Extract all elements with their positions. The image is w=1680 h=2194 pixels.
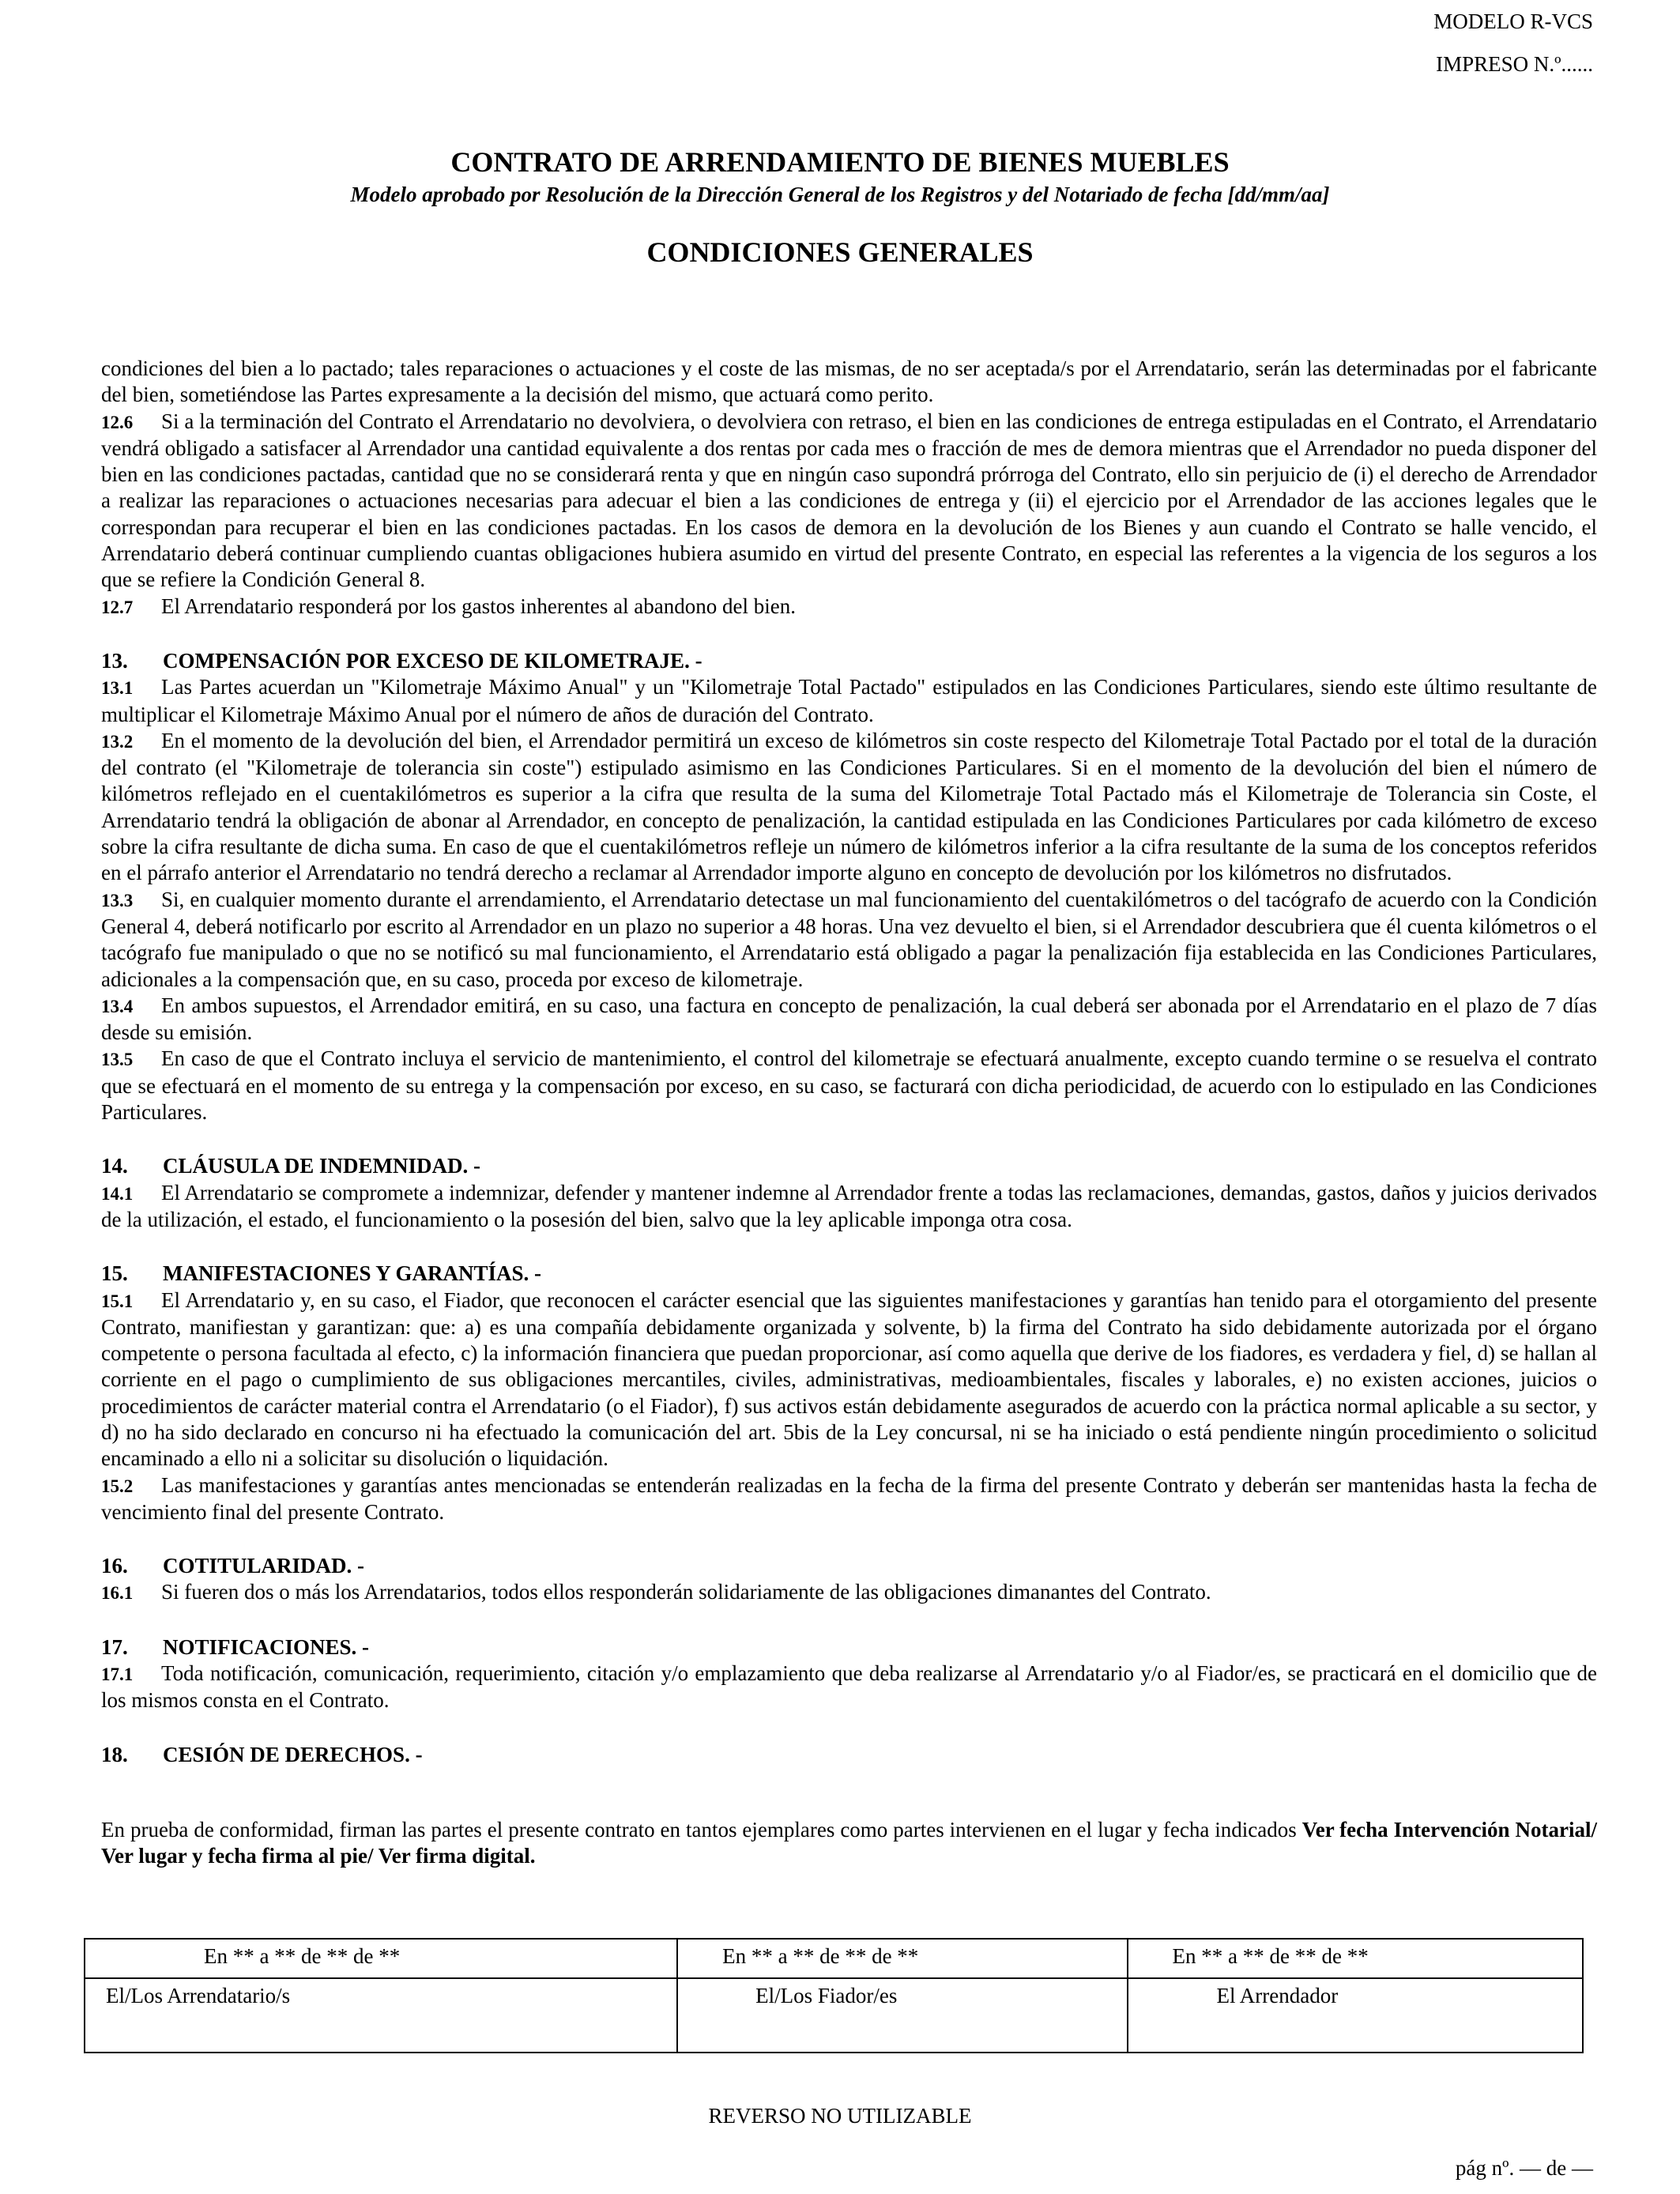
clause-13-2 (101, 728, 1597, 887)
clause-number: 16.1 (101, 1583, 134, 1604)
section-title: CONDICIONES GENERALES (646, 236, 1034, 268)
signature-cell (85, 1978, 677, 2053)
section-heading-text: NOTIFICACIONES. - (163, 1634, 370, 1659)
section-17-heading (101, 1634, 1597, 1661)
signature-date-row (85, 1939, 1583, 1978)
clause-text: El Arrendatario y, en su caso, el Fiador, que reconocen el carácter esencial que las siguientes manifestaciones y garantías han tenido para el otorgamiento del presente Contrato, manifiestan y garantizan: que: a) es una compañía debidamente organizada y solvente, b) la firma del Contrato ha sido debidamente autorizada por el órgano competente o persona facultada al efecto, c) la información financiera que puedan proporcionar, así como aquella que derive de los fiadores, es verdadera y fiel, d) se hallan al corriente en el pago o cumplimiento de sus obligaciones mercantiles, civiles, administrativas, medioambientales, fiscales y laborales, e) no existen acciones, juicios o procedimientos de carácter material contra el Arrendatario (o el Fiador), f) sus activos están debidamente asegurados de acuerdo con la práctica normal aplicable a su sector, y d) no ha sido declarado en concurso ni ha efectuado la comunicación del art. 5bis de la Ley concursal, ni se ha iniciado o está pendiente ningún procedimiento o solicitud encaminado a ello ni a solicitar su disolución o liquidación. (101, 1287, 1597, 1471)
clause-text: El Arrendatario responderá por los gastos inherentes al abandono del bien. (161, 594, 796, 618)
clause-text: En caso de que el Contrato incluya el servicio de mantenimiento, el control del kilometraje se efectuará anualmente, excepto cuando termine o se resuelva el contrato que se efectuará en el momento de su entrega y la compensación por exceso, en su caso, se facturará con dicha periodicidad, de acuerdo con lo estipulado en las Condiciones Particulares. (101, 1046, 1597, 1125)
place-date-field: En ** a ** de ** de ** (1172, 1944, 1369, 1968)
paragraph-intro: condiciones del bien a lo pactado; tales reparaciones o actuaciones y el coste de las mismas, de no ser aceptada/s por el Arrendatario, serán las determinadas por el fabricante del bien, sometiéndose las Partes expresamente a la decisión del mismo, que actuará como perito. (101, 356, 1597, 407)
clause-number: 13.3 (101, 890, 134, 910)
clause-number: 13.2 (101, 731, 134, 752)
contract-body (101, 356, 1597, 1870)
clause-number: 15.2 (101, 1476, 134, 1496)
closing-text: En prueba de conformidad, firman las partes el presente contrato en tantos ejemplares como partes intervienen en el lugar y fecha indicados (101, 1817, 1302, 1842)
impreso-number: IMPRESO N.º...... (1436, 52, 1593, 76)
clause-13-3 (101, 887, 1597, 993)
clause-15-1 (101, 1287, 1597, 1472)
document-title: CONTRATO DE ARRENDAMIENTO DE BIENES MUEBLES (450, 146, 1230, 178)
section-heading-text: CESIÓN DE DERECHOS. - (163, 1742, 423, 1766)
section-14-heading (101, 1153, 1597, 1179)
clause-16-1 (101, 1579, 1597, 1606)
section-heading-text: COTITULARIDAD. - (163, 1554, 365, 1578)
reverse-note: REVERSO NO UTILIZABLE (708, 2104, 972, 2128)
section-number: 13. (101, 648, 128, 673)
clause-15-2 (101, 1472, 1597, 1526)
closing-bold-text: Ver fecha Intervención Notarial/ Ver lugar y fecha firma al pie/ Ver firma digital. (101, 1817, 1598, 1868)
signature-cell (677, 1978, 1127, 2053)
clause-text: Si a la terminación del Contrato el Arrendatario no devolviera, o devolviera con retraso, el bien en las condiciones de entrega estipuladas en el Contrato, el Arrendatario vendrá obligado a satisfacer al Arrendador una cantidad equivalente a dos rentas por cada mes o fracción de mes de demora mientras que el Arrendador no pueda disponer del bien en las condiciones pactadas, cantidad que no se considerará renta y que en ningún caso supondrá prórroga del Contrato, ello sin perjuicio de (i) el derecho de Arrendador a realizar las reparaciones o actuaciones necesarias para adecuar el bien a las condiciones de entrega y (ii) el ejercicio por el Arrendador de las acciones legales que le correspondan para recuperar el bien en las condiciones pactadas. En los casos de demora en la devolución de los Bienes y aun cuando el Contrato se halle vencido, el Arrendatario deberá continuar cumpliendo cuantas obligaciones hubiera asumido en virtud del presente Contrato, en especial las referentes a la vigencia de los seguros a los que se refiere la Condición General 8. (101, 409, 1597, 592)
clause-12-6 (101, 409, 1597, 594)
clause-number: 12.6 (101, 412, 134, 432)
clause-number: 13.5 (101, 1050, 134, 1070)
section-heading-text: CLÁUSULA DE INDEMNIDAD. - (163, 1154, 481, 1178)
section-18-heading (101, 1742, 1597, 1768)
signature-cell (1128, 1939, 1583, 1978)
title-block (0, 144, 1680, 270)
document-subtitle: Modelo aprobado por Resolución de la Dirección General de los Registros y del Notariado de fecha [dd/mm/aa] (350, 183, 1330, 206)
clause-13-1 (101, 674, 1597, 728)
clause-text: En ambos supuestos, el Arrendador emitirá, en su caso, una factura en concepto de penalización, la cual deberá ser abonada por el Arrendatario en el plazo de 7 días desde su emisión. (101, 993, 1597, 1045)
clause-12-7 (101, 594, 1597, 620)
section-heading-text: MANIFESTACIONES Y GARANTÍAS. - (163, 1261, 542, 1286)
place-date-field: En ** a ** de ** de ** (204, 1944, 401, 1968)
arrendatario-signature-label: El/Los Arrendatario/s (106, 1984, 291, 2007)
page-number: pág nº. — de — (1455, 2156, 1593, 2180)
clause-text: Las manifestaciones y garantías antes mencionadas se entenderán realizadas en la fecha de la firma del presente Contrato y deberán ser mantenidas hasta la fecha de vencimiento final del presente Contrato. (101, 1472, 1597, 1524)
clause-number: 13.4 (101, 996, 134, 1016)
clause-13-5 (101, 1046, 1597, 1125)
clause-text: Si, en cualquier momento durante el arrendamiento, el Arrendatario detectase un mal funcionamiento del cuentakilómetros o del tacógrafo de acuerdo con la Condición General 4, deberá notificarlo por escrito al Arrendador en un plazo no superior a 48 horas. Una vez devuelto el bien, si el Arrendador descubriera que él cuenta kilómetros o el tacógrafo fue manipulado o que no se notificó su mal funcionamiento, el Arrendatario está obligado a pagar la penalización fija establecida en las Condiciones Particulares, adicionales a la compensación que, en su caso, proceda por exceso de kilometraje. (101, 887, 1597, 991)
clause-number: 13.1 (101, 678, 134, 699)
fiador-signature-label: El/Los Fiador/es (755, 1984, 898, 2007)
clause-text: En el momento de la devolución del bien, el Arrendador permitirá un exceso de kilómetros sin coste respecto del Kilometraje Total Pactado por el total de la duración del contrato (el "Kilometraje de tolerancia sin coste") estipulado asimismo en las Condiciones Particulares. Si en el momento de la devolución del bien el número de kilómetros reflejado en el cuentakilómetros es superior a la cifra que resulta de la suma del Kilometraje Total Pactado más el Kilometraje de Tolerancia sin Coste, el Arrendatario tendrá la obligación de abonar al Arrendador, en concepto de penalización, la cantidad estipulada en las Condiciones Particulares por cada kilómetro de exceso sobre la cifra resultante de dicha suma. En caso de que el cuentakilómetros refleje un número de kilómetros inferior a la cifra resultante de la suma de los conceptos referidos en el párrafo anterior el Arrendatario no tendrá derecho a reclamar al Arrendador importe alguno en concepto de devolución por los kilómetros no disfrutados. (101, 728, 1597, 885)
section-13-heading (101, 648, 1597, 674)
closing-statement (101, 1817, 1597, 1870)
clause-number: 14.1 (101, 1183, 134, 1204)
section-15-heading (101, 1261, 1597, 1287)
section-heading-text: COMPENSACIÓN POR EXCESO DE KILOMETRAJE. - (163, 648, 703, 673)
section-number: 16. (101, 1554, 128, 1578)
signature-cell (1128, 1978, 1583, 2053)
clause-number: 17.1 (101, 1664, 134, 1685)
clause-14-1 (101, 1180, 1597, 1234)
arrendador-signature-label: El Arrendador (1216, 1984, 1339, 2007)
clause-text: Si fueren dos o más los Arrendatarios, todos ellos responderán solidariamente de las obligaciones dimanantes del Contrato. (161, 1580, 1211, 1604)
clause-number: 15.1 (101, 1291, 134, 1311)
clause-17-1 (101, 1661, 1597, 1714)
section-number: 17. (101, 1634, 128, 1659)
model-label: MODELO R-VCS (1433, 9, 1593, 33)
signature-party-row (85, 1978, 1583, 2053)
clause-text: El Arrendatario se compromete a indemnizar, defender y mantener indemne al Arrendador frente a todas las reclamaciones, demandas, gastos, daños y juicios derivados de la utilización, el estado, el funcionamiento o la posesión del bien, salvo que la ley aplicable imponga otra cosa. (101, 1180, 1597, 1231)
section-number: 14. (101, 1154, 128, 1178)
clause-number: 12.7 (101, 597, 134, 617)
place-date-field: En ** a ** de ** de ** (722, 1944, 919, 1968)
signature-cell (677, 1939, 1127, 1978)
clause-13-4 (101, 993, 1597, 1046)
section-16-heading (101, 1553, 1597, 1579)
section-number: 15. (101, 1261, 128, 1286)
clause-text: Las Partes acuerdan un "Kilometraje Máximo Anual" y un "Kilometraje Total Pactado" estipulados en las Condiciones Particulares, siendo este último resultante de multiplicar el Kilometraje Máximo Anual por el número de años de duración del Contrato. (101, 675, 1597, 726)
clause-text: Toda notificación, comunicación, requerimiento, citación y/o emplazamiento que deba realizarse al Arrendatario y/o al Fiador/es, se practicará en el domicilio que de los mismos consta en el Contrato. (101, 1661, 1597, 1713)
section-number: 18. (101, 1742, 128, 1766)
signature-table (84, 1938, 1584, 2053)
signature-cell (85, 1939, 677, 1978)
